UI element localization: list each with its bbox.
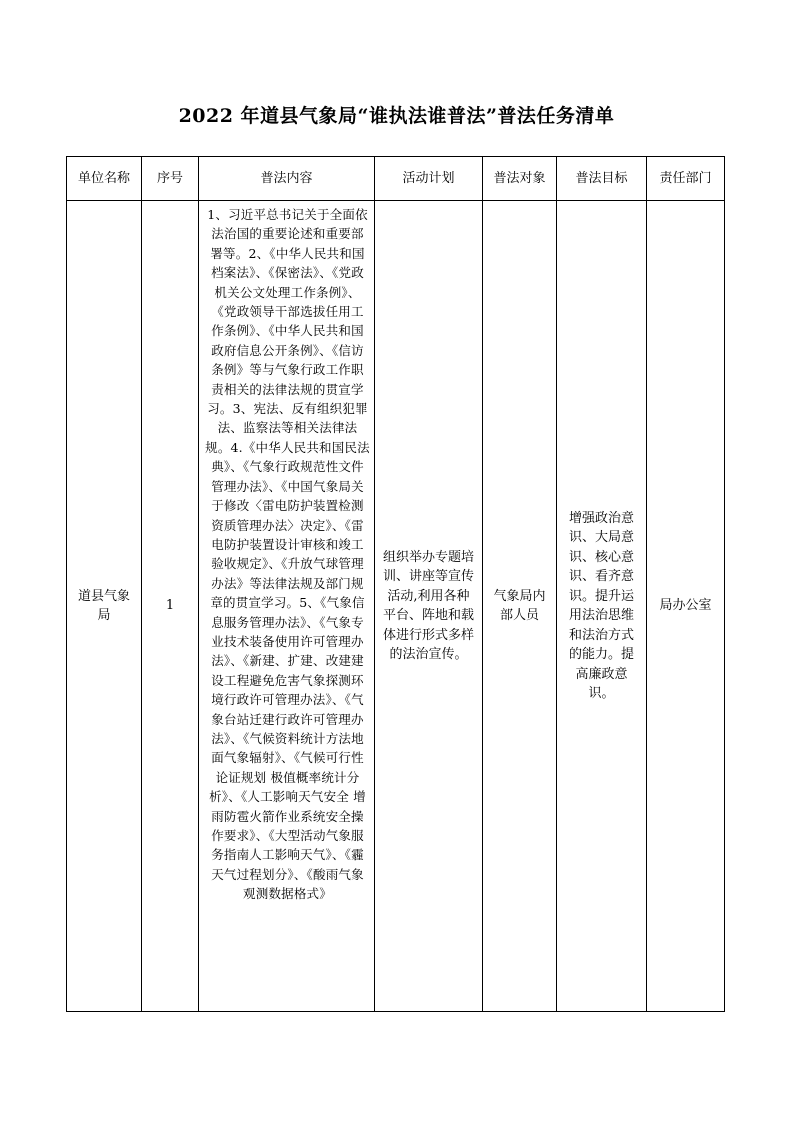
header-plan: 活动计划 [375, 157, 483, 201]
table-header-row [67, 157, 725, 201]
cell-unit: 道县气象局 [67, 201, 142, 1012]
document-title: 2022 年道县气象局“谁执法谁普法”普法任务清单 [178, 105, 615, 127]
header-goal: 普法目标 [557, 157, 647, 201]
header-target: 普法对象 [483, 157, 557, 201]
header-dept: 责任部门 [647, 157, 725, 201]
cell-target: 气象局内部人员 [483, 201, 557, 1012]
cell-content: 1、习近平总书记关于全面依法治国的重要论述和重要部署等。2、《中华人民共和国档案法》、《保密法》、《党政机关公文处理工作条例》、《党政领导干部选拔任用工作条例》、《中华人民共和国政府信息公开条例》、《信访条例》等与气象行政工作职责相关的法律法规的贯宣学习。3、宪法、反有组织犯罪法、监察法等相关法律法规。4.《中华人民共和国民法典》、《气象行政规范性文件管理办法》、《中国气象局关于修改〈雷电防护装置检测资质管理办法〉决定》、《雷电防护装置设计审核和竣工验收规定》、《升放气球管理办法》等法律法规及部门规章的贯宣学习。5、《气象信息服务管理办法》、《气象专业技术装备使用许可管理办法》、《新建、扩建、改建建设工程避免危害气象探测环境行政许可管理办法》、《气象台站迁建行政许可管理办法》、《气候资料统计方法地面气象辐射》、《气候可行性论证规划 极值概率统计分析》、《人工影响天气安全 增雨防雹火箭作业系统安全操作要求》、《大型活动气象服务指南人工影响天气》、《霾天气过程划分》、《酸雨气象观测数据格式》 [199, 201, 375, 1012]
task-list-table [66, 156, 725, 1012]
table-row [67, 201, 725, 1012]
cell-dept: 局办公室 [647, 201, 725, 1012]
cell-seq: 1 [142, 201, 199, 1012]
header-seq: 序号 [142, 157, 199, 201]
header-unit: 单位名称 [67, 157, 142, 201]
header-content: 普法内容 [199, 157, 375, 201]
cell-plan: 组织举办专题培训、讲座等宣传活动,利用各种平台、阵地和载体进行形式多样的法治宣传。 [375, 201, 483, 1012]
cell-goal: 增强政治意识、大局意识、核心意识、看齐意识。提升运用法治思维和法治方式的能力。提高廉政意识。 [557, 201, 647, 1012]
